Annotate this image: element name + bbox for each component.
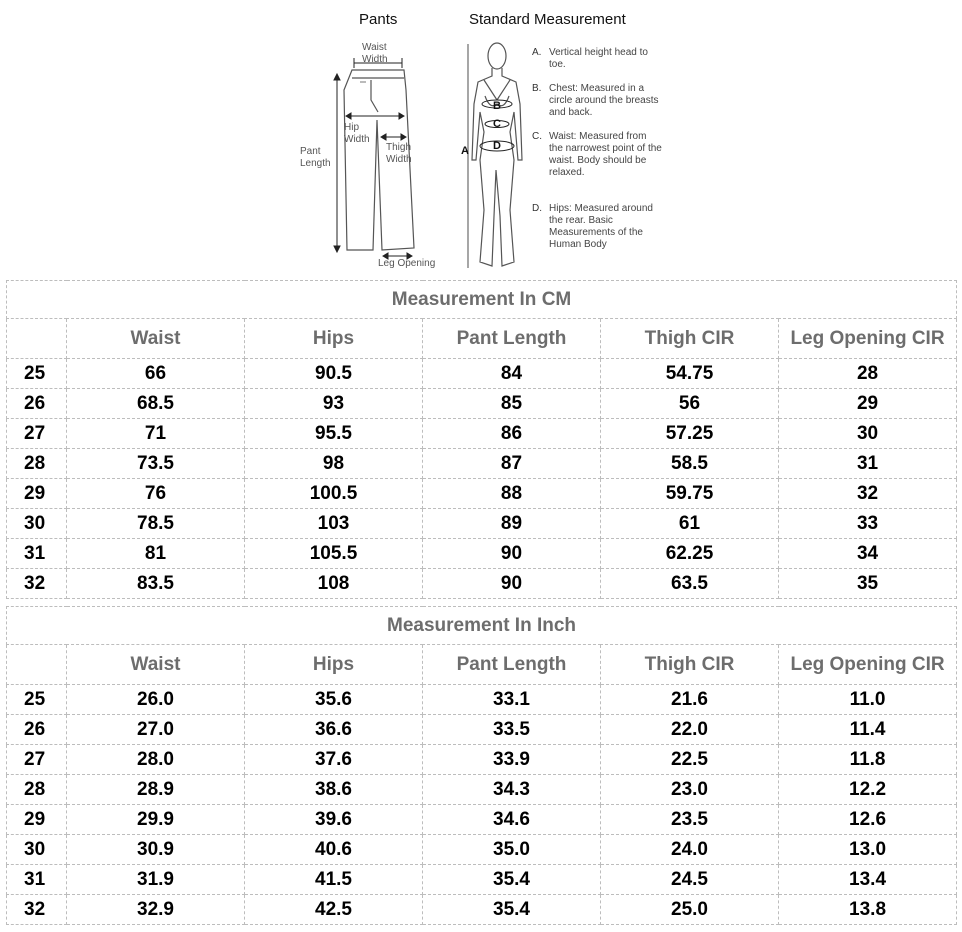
value-cell: 76 — [67, 479, 245, 509]
value-cell: 30.9 — [67, 835, 245, 865]
value-cell: 59.75 — [601, 479, 779, 509]
value-cell: 24.0 — [601, 835, 779, 865]
value-cell: 71 — [67, 419, 245, 449]
value-cell: 93 — [245, 389, 423, 419]
size-cell: 28 — [7, 449, 67, 479]
value-cell: 83.5 — [67, 569, 245, 599]
table-row — [7, 479, 957, 509]
value-cell: 34 — [779, 539, 957, 569]
value-cell: 85 — [423, 389, 601, 419]
value-cell: 35.6 — [245, 685, 423, 715]
value-cell: 62.25 — [601, 539, 779, 569]
value-cell: 34.6 — [423, 805, 601, 835]
value-cell: 11.4 — [779, 715, 957, 745]
table-row — [7, 895, 957, 925]
column-header: Leg Opening CIR — [779, 645, 957, 685]
table-row — [7, 805, 957, 835]
waist-width-label: Waist Width — [362, 42, 388, 65]
value-cell: 100.5 — [245, 479, 423, 509]
table-row — [7, 539, 957, 569]
body-letter-c: C — [493, 118, 501, 130]
value-cell: 33 — [779, 509, 957, 539]
value-cell: 29.9 — [67, 805, 245, 835]
cm-size-table — [6, 280, 957, 599]
note-d: D. Hips: Measured around the rear. Basic Measurements of the Human Body — [532, 203, 653, 250]
standard-measurement-title: Standard Measurement — [469, 11, 626, 28]
value-cell: 12.2 — [779, 775, 957, 805]
value-cell: 33.1 — [423, 685, 601, 715]
note-a: A. Vertical height head to toe. — [532, 47, 648, 70]
value-cell: 35.0 — [423, 835, 601, 865]
value-cell: 105.5 — [245, 539, 423, 569]
value-cell: 12.6 — [779, 805, 957, 835]
value-cell: 73.5 — [67, 449, 245, 479]
body-letter-a: A — [461, 145, 469, 157]
value-cell: 25.0 — [601, 895, 779, 925]
column-header: Waist — [67, 645, 245, 685]
value-cell: 54.75 — [601, 359, 779, 389]
value-cell: 57.25 — [601, 419, 779, 449]
value-cell: 13.8 — [779, 895, 957, 925]
note-b: B. Chest: Measured in a circle around the breasts and back. — [532, 83, 659, 118]
value-cell: 33.9 — [423, 745, 601, 775]
value-cell: 37.6 — [245, 745, 423, 775]
value-cell: 13.0 — [779, 835, 957, 865]
value-cell: 98 — [245, 449, 423, 479]
column-header: Pant Length — [423, 645, 601, 685]
value-cell: 58.5 — [601, 449, 779, 479]
column-header: Leg Opening CIR — [779, 319, 957, 359]
value-cell: 28.9 — [67, 775, 245, 805]
value-cell: 84 — [423, 359, 601, 389]
table-row — [7, 359, 957, 389]
value-cell: 24.5 — [601, 865, 779, 895]
table-row — [7, 865, 957, 895]
note-c: C. Waist: Measured from the narrowest point of the waist. Body should be relaxed. — [532, 131, 662, 178]
size-cell: 30 — [7, 509, 67, 539]
column-header: Waist — [67, 319, 245, 359]
table-header-row — [7, 319, 957, 359]
table-row — [7, 715, 957, 745]
table-row — [7, 745, 957, 775]
size-cell: 27 — [7, 419, 67, 449]
value-cell: 32.9 — [67, 895, 245, 925]
column-header: Hips — [245, 319, 423, 359]
size-cell: 32 — [7, 569, 67, 599]
value-cell: 78.5 — [67, 509, 245, 539]
value-cell: 11.0 — [779, 685, 957, 715]
column-header — [7, 645, 67, 685]
table-row — [7, 509, 957, 539]
table-header-row — [7, 645, 957, 685]
value-cell: 35.4 — [423, 895, 601, 925]
size-cell: 27 — [7, 745, 67, 775]
hip-width-label: Hip Width — [344, 122, 370, 145]
value-cell: 56 — [601, 389, 779, 419]
table-row — [7, 449, 957, 479]
table-row — [7, 835, 957, 865]
body-letter-b: B — [493, 100, 501, 112]
table-row — [7, 569, 957, 599]
value-cell: 108 — [245, 569, 423, 599]
size-cell: 25 — [7, 359, 67, 389]
table-row — [7, 685, 957, 715]
value-cell: 39.6 — [245, 805, 423, 835]
value-cell: 30 — [779, 419, 957, 449]
inch-size-table — [6, 606, 957, 925]
value-cell: 23.5 — [601, 805, 779, 835]
value-cell: 68.5 — [67, 389, 245, 419]
value-cell: 23.0 — [601, 775, 779, 805]
size-cell: 30 — [7, 835, 67, 865]
value-cell: 26.0 — [67, 685, 245, 715]
value-cell: 11.8 — [779, 745, 957, 775]
value-cell: 42.5 — [245, 895, 423, 925]
value-cell: 34.3 — [423, 775, 601, 805]
column-header: Hips — [245, 645, 423, 685]
size-cell: 26 — [7, 389, 67, 419]
column-header: Pant Length — [423, 319, 601, 359]
column-header: Thigh CIR — [601, 645, 779, 685]
value-cell: 41.5 — [245, 865, 423, 895]
leg-opening-label: Leg Opening — [378, 258, 436, 269]
value-cell: 28 — [779, 359, 957, 389]
size-cell: 29 — [7, 479, 67, 509]
size-cell: 25 — [7, 685, 67, 715]
body-letter-d: D — [493, 140, 501, 152]
value-cell: 90 — [423, 539, 601, 569]
value-cell: 40.6 — [245, 835, 423, 865]
value-cell: 38.6 — [245, 775, 423, 805]
value-cell: 90.5 — [245, 359, 423, 389]
value-cell: 66 — [67, 359, 245, 389]
thigh-width-label: Thigh Width — [386, 142, 412, 165]
pants-title: Pants — [359, 11, 398, 28]
value-cell: 35 — [779, 569, 957, 599]
value-cell: 35.4 — [423, 865, 601, 895]
value-cell: 21.6 — [601, 685, 779, 715]
table-title: Measurement In CM — [7, 281, 957, 319]
value-cell: 29 — [779, 389, 957, 419]
table-row — [7, 389, 957, 419]
value-cell: 89 — [423, 509, 601, 539]
value-cell: 81 — [67, 539, 245, 569]
value-cell: 63.5 — [601, 569, 779, 599]
measurement-diagrams — [0, 0, 962, 280]
value-cell: 95.5 — [245, 419, 423, 449]
value-cell: 33.5 — [423, 715, 601, 745]
value-cell: 22.0 — [601, 715, 779, 745]
value-cell: 88 — [423, 479, 601, 509]
value-cell: 86 — [423, 419, 601, 449]
pant-length-label: Pant Length — [300, 146, 331, 169]
column-header: Thigh CIR — [601, 319, 779, 359]
size-cell: 31 — [7, 539, 67, 569]
value-cell: 13.4 — [779, 865, 957, 895]
size-cell: 29 — [7, 805, 67, 835]
column-header — [7, 319, 67, 359]
table-title: Measurement In Inch — [7, 607, 957, 645]
size-cell: 31 — [7, 865, 67, 895]
diagram-drawings — [0, 0, 962, 280]
value-cell: 22.5 — [601, 745, 779, 775]
value-cell: 61 — [601, 509, 779, 539]
table-row — [7, 419, 957, 449]
value-cell: 31 — [779, 449, 957, 479]
size-cell: 28 — [7, 775, 67, 805]
table-row — [7, 775, 957, 805]
value-cell: 36.6 — [245, 715, 423, 745]
size-cell: 32 — [7, 895, 67, 925]
value-cell: 28.0 — [67, 745, 245, 775]
value-cell: 87 — [423, 449, 601, 479]
value-cell: 32 — [779, 479, 957, 509]
value-cell: 103 — [245, 509, 423, 539]
value-cell: 31.9 — [67, 865, 245, 895]
body-drawing — [472, 43, 522, 266]
value-cell: 27.0 — [67, 715, 245, 745]
value-cell: 90 — [423, 569, 601, 599]
size-cell: 26 — [7, 715, 67, 745]
